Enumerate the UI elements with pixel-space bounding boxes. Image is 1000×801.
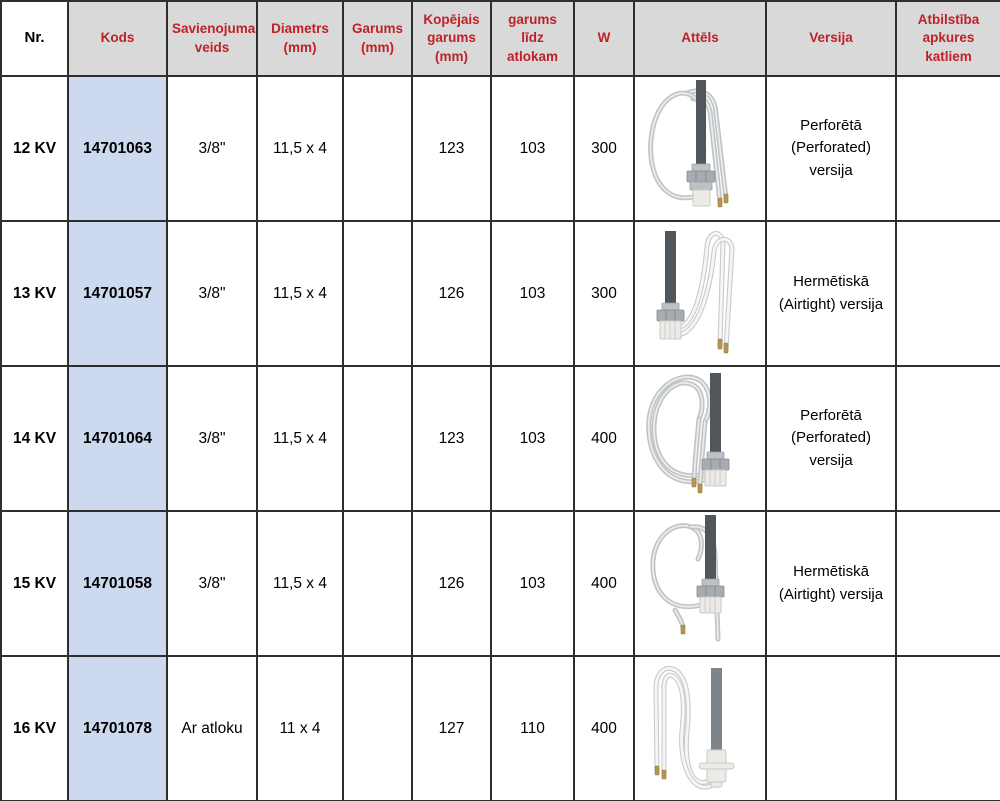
col-header-connection-type: Savienojuma veids [167,1,257,76]
col-header-total-length: Kopējais garums (mm) [412,1,491,76]
igniter-photo [641,225,759,363]
cell-diameter: 11,5 x 4 [257,221,343,366]
cell-diameter: 11,5 x 4 [257,366,343,511]
cell-version: Hermētiskā (Airtight) versija [766,221,896,366]
cell-version: Hermētiskā (Airtight) versija [766,511,896,656]
cell-diameter: 11 x 4 [257,656,343,801]
table-row [1,76,1000,221]
igniter-photo [641,660,759,798]
igniter-photo [641,515,759,653]
cell-compatibility [896,366,1000,511]
col-header-diameter: Diametrs (mm) [257,1,343,76]
col-header-wattage: W [574,1,634,76]
col-header-nr: Nr. [1,1,68,76]
cell-version: Perforētā (Perforated) versija [766,76,896,221]
cell-connection: 3/8" [167,76,257,221]
cell-nr: 14 KV [1,366,68,511]
col-header-boiler-compatibility: Atbilstība apkures katliem [896,1,1000,76]
col-header-image: Attēls [634,1,766,76]
table-row [1,511,1000,656]
cell-length-to-flange: 103 [491,221,574,366]
cell-image [634,366,766,511]
cell-nr: 16 KV [1,656,68,801]
cell-compatibility [896,511,1000,656]
cell-wattage: 400 [574,511,634,656]
col-header-kods: Kods [68,1,167,76]
cell-connection: 3/8" [167,511,257,656]
cell-nr: 12 KV [1,76,68,221]
cell-length [343,221,412,366]
table-row [1,656,1000,801]
cell-total-length: 123 [412,366,491,511]
cell-kods: 14701057 [68,221,167,366]
cell-image [634,511,766,656]
table-row [1,366,1000,511]
cell-kods: 14701058 [68,511,167,656]
cell-wattage: 400 [574,656,634,801]
cell-compatibility [896,221,1000,366]
cell-kods: 14701063 [68,76,167,221]
cell-length [343,511,412,656]
cell-image [634,656,766,801]
cell-nr: 13 KV [1,221,68,366]
col-header-version: Versija [766,1,896,76]
cell-wattage: 400 [574,366,634,511]
col-header-length-to-flange: garums līdz atlokam [491,1,574,76]
cell-version: Perforētā (Perforated) versija [766,366,896,511]
cell-connection: 3/8" [167,221,257,366]
cell-diameter: 11,5 x 4 [257,76,343,221]
cell-compatibility [896,656,1000,801]
col-header-length: Garums (mm) [343,1,412,76]
cell-length-to-flange: 110 [491,656,574,801]
cell-connection: 3/8" [167,366,257,511]
cell-length-to-flange: 103 [491,366,574,511]
cell-wattage: 300 [574,221,634,366]
cell-kods: 14701078 [68,656,167,801]
igniter-photo [641,80,759,218]
cell-length [343,76,412,221]
cell-total-length: 126 [412,221,491,366]
cell-kods: 14701064 [68,366,167,511]
cell-diameter: 11,5 x 4 [257,511,343,656]
table-row [1,221,1000,366]
cell-length-to-flange: 103 [491,511,574,656]
cell-image [634,221,766,366]
cell-total-length: 126 [412,511,491,656]
header-row [1,1,1000,76]
cell-length [343,656,412,801]
cell-version [766,656,896,801]
cell-total-length: 127 [412,656,491,801]
igniter-photo [641,370,759,508]
cell-nr: 15 KV [1,511,68,656]
cell-image [634,76,766,221]
cell-length [343,366,412,511]
cell-connection: Ar atloku [167,656,257,801]
cell-total-length: 123 [412,76,491,221]
cell-wattage: 300 [574,76,634,221]
cell-compatibility [896,76,1000,221]
cell-length-to-flange: 103 [491,76,574,221]
